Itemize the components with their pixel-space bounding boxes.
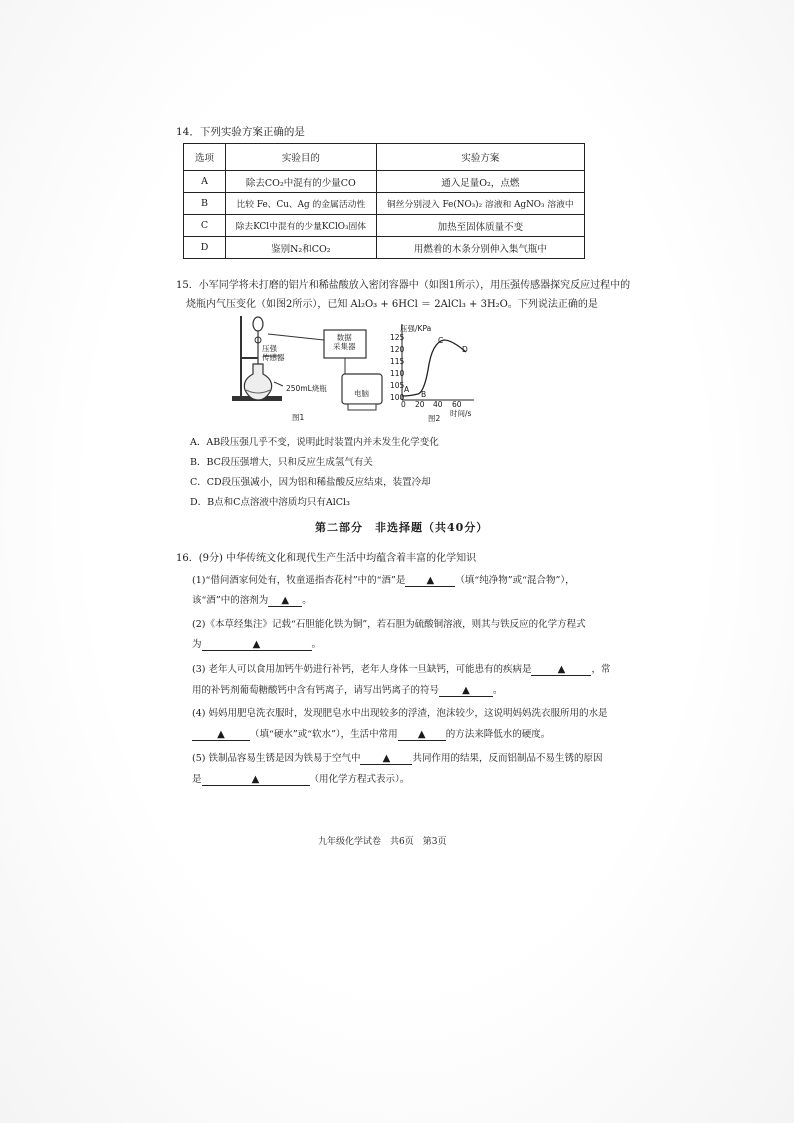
q16-p1a: (1)“借问酒家何处有，牧童遥指杏花村”中的“酒”是 (192, 575, 406, 586)
pressure-curve (402, 340, 466, 396)
computer-base (348, 404, 376, 410)
blank-marker-icon: ▲ (251, 774, 260, 785)
blank-marker-icon: ▲ (382, 753, 391, 764)
blank-marker-icon: ▲ (281, 595, 290, 606)
cell-option: A (184, 171, 226, 193)
y-tick: 110 (390, 369, 405, 378)
blank-marker-icon: ▲ (217, 729, 225, 740)
answer-blank[interactable] (531, 664, 591, 676)
cell-purpose: 除去CO₂中混有的少量CO (226, 171, 377, 193)
x-tick: 60 (452, 400, 462, 409)
answer-blank[interactable] (439, 685, 493, 697)
q16-p3b: ，常 (591, 664, 611, 675)
answer-blank[interactable] (202, 639, 312, 651)
y-tick: 120 (390, 345, 405, 354)
header-option: 选项 (184, 144, 226, 171)
x-axis-label: 时间/s (450, 409, 472, 418)
flask-label: 250mL烧瓶 (286, 384, 327, 393)
point-c: C (438, 336, 444, 345)
q16-part4-line1: (4) 妈妈用肥皂洗衣服时，发现肥皂水中出现较多的浮渣，泡沫较少，这说明妈妈洗衣服所用的水是 (192, 708, 608, 719)
q16-part5-line2 (192, 771, 409, 786)
figure-1-apparatus (228, 312, 398, 424)
q16-p5c: 是 (192, 774, 202, 785)
cell-plan: 加热至固体质量不变 (376, 215, 584, 237)
blank-marker-icon: ▲ (417, 729, 426, 740)
cell-purpose: 比较 Fe、Cu、Ag 的金属活动性 (226, 193, 377, 215)
q16-p4c: 的方法来降低水的硬度。 (445, 729, 551, 740)
flask-250ml (244, 364, 271, 400)
q15-option-d: D．B点和C点溶液中溶质均只有AlCl₃ (190, 497, 350, 508)
q16-part3-line1 (192, 661, 611, 676)
q16-part4-line2 (192, 726, 550, 741)
flask-pointer (274, 382, 283, 386)
q15-line1: 15．小军同学将未打磨的铝片和稀盐酸放入密闭容器中（如图1所示），用压强传感器探究反应过程中的 (176, 280, 631, 291)
q16-p3c: 用的补钙剂葡萄糖酸钙中含有钙离子，请写出钙离子的符号 (192, 685, 440, 696)
cell-purpose: 除去KCl中混有的少量KClO₃固体 (226, 215, 377, 237)
q16-p5a: (5) 铁制品容易生锈是因为铁易于空气中 (192, 753, 361, 764)
section-heading: 第二部分 非选择题（共40分） (315, 521, 489, 534)
q16-p3a: (3) 老年人可以食用加钙牛奶进行补钙，老年人身体一旦缺钙，可能患有的疾病是 (192, 664, 532, 675)
x-tick: 0 (401, 400, 406, 409)
q14-table (183, 143, 585, 259)
y-tick: 100 (390, 393, 405, 402)
blank-marker-icon: ▲ (462, 685, 470, 696)
q16-p1b: （填“纯净物”或“混合物”）， (455, 575, 575, 586)
q15-option-a: A．AB段压强几乎不变，说明此时装置内并未发生化学变化 (190, 437, 439, 448)
q16-p1c: 该“酒”中的溶剂为 (192, 595, 269, 606)
blank-marker-icon: ▲ (426, 575, 435, 586)
table-row (184, 215, 585, 237)
q16-p2b: 为 (192, 639, 202, 650)
cell-option: C (184, 215, 226, 237)
answer-blank[interactable] (398, 729, 446, 741)
cell-plan: 通入足量O₂，点燃 (376, 171, 584, 193)
table-row (184, 237, 585, 259)
point-a: A (404, 385, 410, 394)
q16-part5-line1 (192, 750, 603, 765)
table-header-row (184, 144, 585, 171)
table-row (184, 171, 585, 193)
cell-plan: 铜丝分别浸入 Fe(NO₃)₂ 溶液和 AgNO₃ 溶液中 (376, 193, 584, 215)
header-plan: 实验方案 (376, 144, 584, 171)
q14-stem: 14．下列实验方案正确的是 (176, 126, 305, 138)
answer-blank[interactable] (405, 575, 455, 587)
funnel (253, 317, 263, 331)
q16-part1-line2: 该“酒”中的溶剂为 ▲ 。 (192, 595, 312, 606)
q16-stem: 16．(9分) 中华传统文化和现代生产生活中均蕴含着丰富的化学知识 (176, 553, 477, 564)
answer-blank[interactable] (202, 774, 310, 786)
y-tick: 125 (390, 333, 405, 342)
q15-line2: 烧瓶内气压变化（如图2所示），已知 Al₂O₃ + 6HCl ＝ 2AlCl₃ + 3H₂O。下列说法正确的是 (186, 299, 598, 310)
figure-2-caption: 图2 (428, 414, 441, 423)
q16-part2-line1: (2)《本草经集注》记载“石胆能化铁为铜”，若石胆为硫酸铜溶液，则其与铁反应的化学方程式 (192, 619, 586, 630)
q16-part1-line1 (192, 572, 575, 587)
x-tick: 40 (433, 400, 443, 409)
x-tick: 20 (415, 400, 425, 409)
cell-option: B (184, 193, 226, 215)
point-d: D (462, 345, 468, 354)
collector-label: 数据 采集器 (333, 333, 356, 351)
answer-blank[interactable] (360, 753, 412, 765)
page-footer: 九年级化学试卷 共6页 第3页 (318, 837, 447, 847)
computer-label: 电脑 (354, 389, 369, 398)
cell-plan: 用燃着的木条分别伸入集气瓶中 (376, 237, 584, 259)
sensor-label: 压强 传感器 (262, 344, 285, 362)
y-tick: 105 (390, 381, 405, 390)
y-tick: 115 (390, 357, 405, 366)
header-purpose: 实验目的 (226, 144, 377, 171)
blank-marker-icon: ▲ (557, 664, 566, 675)
blank-marker-icon: ▲ (252, 639, 261, 650)
figure-1-caption: 图1 (292, 413, 305, 422)
q16-p5d: （用化学方程式表示）。 (309, 774, 410, 785)
table-row (184, 193, 585, 215)
answer-blank[interactable] (192, 729, 250, 741)
q15-option-c: C．CD段压强减小，因为铝和稀盐酸反应结束，装置冷却 (190, 477, 431, 488)
point-b: B (421, 390, 427, 399)
q15-option-b: B．BC段压强增大，只和反应生成氢气有关 (190, 457, 373, 468)
q16-p4b: （填“硬水”或“软水”），生活中常用 (250, 729, 398, 740)
q16-part3-line2: 用的补钙剂葡萄糖酸钙中含有钙离子，请写出钙离子的符号 ▲ 。 (192, 685, 503, 696)
q16-part2-line2: 为 ▲ 。 (192, 639, 322, 650)
cell-option: D (184, 237, 226, 259)
answer-blank[interactable] (268, 595, 302, 607)
cell-purpose: 鉴别N₂和CO₂ (226, 237, 377, 259)
q16-p5b: 共同作用的结果，反而铝制品不易生锈的原因 (412, 753, 603, 764)
cable-sensor-collector (268, 334, 324, 340)
y-axis-label: 压强/KPa (400, 324, 432, 333)
